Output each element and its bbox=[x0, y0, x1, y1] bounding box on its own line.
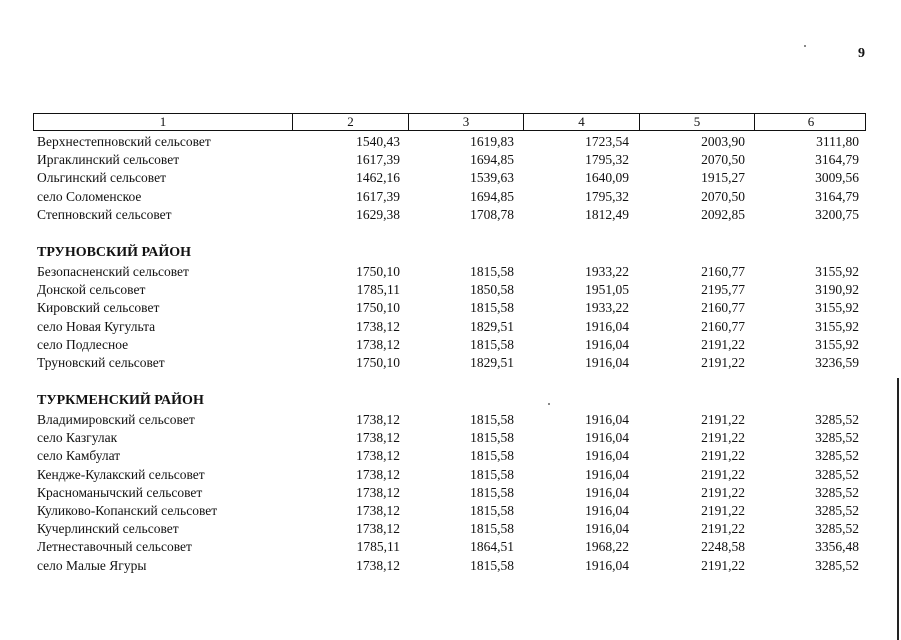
row-value-col-6: 3285,52 bbox=[815, 412, 859, 428]
scan-edge-line bbox=[897, 378, 899, 640]
table-row bbox=[33, 281, 866, 299]
table-row bbox=[33, 557, 866, 575]
row-value-col-2: 1750,10 bbox=[356, 354, 400, 370]
row-value-col-3: 1815,58 bbox=[470, 484, 514, 500]
row-value-col-3: 1815,58 bbox=[470, 263, 514, 279]
row-value-col-3: 1829,51 bbox=[470, 354, 514, 370]
row-value-col-5: 2191,22 bbox=[701, 466, 745, 482]
row-value-col-6: 3285,52 bbox=[815, 503, 859, 518]
row-value-col-4: 1916,04 bbox=[585, 354, 629, 370]
row-name: Кучерлинский сельсовет bbox=[37, 521, 179, 537]
row-value-col-2: 1738,12 bbox=[356, 336, 400, 352]
row-value-col-4: 1916,04 bbox=[585, 318, 629, 334]
row-value-col-6: 3285,52 bbox=[815, 430, 859, 446]
row-value-col-2: 1738,12 bbox=[356, 521, 400, 537]
row-value-col-5: 2191,22 bbox=[701, 484, 745, 500]
row-name: Кировский сельсовет bbox=[37, 300, 160, 316]
row-value-col-5: 2092,85 bbox=[701, 206, 745, 222]
row-value-col-2: 1617,39 bbox=[356, 152, 400, 168]
row-value-col-4: 1968,22 bbox=[585, 539, 629, 555]
row-value-col-4: 1723,54 bbox=[585, 134, 629, 149]
row-value-col-2: 1462,16 bbox=[356, 170, 400, 186]
row-value-col-2: 1750,10 bbox=[356, 300, 400, 316]
row-value-col-6: 3200,75 bbox=[815, 206, 859, 222]
row-value-col-3: 1829,51 bbox=[470, 318, 514, 334]
row-name: Ольгинский сельсовет bbox=[37, 170, 166, 186]
row-value-col-2: 1617,39 bbox=[356, 188, 400, 204]
row-value-col-5: 2160,77 bbox=[701, 263, 745, 279]
row-value-col-3: 1815,58 bbox=[470, 430, 514, 446]
table-row bbox=[33, 466, 866, 484]
section-title-turkmensky: ТУРКМЕНСКИЙ РАЙОН bbox=[37, 393, 204, 409]
table-row bbox=[33, 429, 866, 447]
row-value-col-2: 1738,12 bbox=[356, 484, 400, 500]
row-value-col-2: 1738,12 bbox=[356, 412, 400, 428]
row-value-col-4: 1916,04 bbox=[585, 484, 629, 500]
row-name: Труновский сельсовет bbox=[37, 354, 165, 370]
row-value-col-3: 1619,83 bbox=[470, 134, 514, 149]
row-value-col-2: 1738,12 bbox=[356, 448, 400, 464]
header-col-3: 3 bbox=[408, 114, 523, 130]
row-value-col-3: 1815,58 bbox=[470, 300, 514, 316]
row-value-col-5: 2191,22 bbox=[701, 354, 745, 370]
row-value-col-2: 1750,10 bbox=[356, 263, 400, 279]
row-value-col-3: 1694,85 bbox=[470, 152, 514, 168]
row-value-col-3: 1850,58 bbox=[470, 282, 514, 298]
group-spacer bbox=[33, 372, 866, 391]
row-value-col-3: 1815,58 bbox=[470, 448, 514, 464]
header-col-5: 5 bbox=[639, 114, 754, 130]
row-value-col-3: 1815,58 bbox=[470, 336, 514, 352]
row-value-col-5: 1915,27 bbox=[701, 170, 745, 186]
table-body bbox=[33, 133, 866, 575]
row-value-col-2: 1540,43 bbox=[356, 134, 400, 149]
row-value-col-5: 2248,58 bbox=[701, 539, 745, 555]
row-value-col-5: 2191,22 bbox=[701, 336, 745, 352]
row-name: Степновский сельсовет bbox=[37, 206, 172, 222]
row-value-col-3: 1815,58 bbox=[470, 503, 514, 518]
row-value-col-5: 2191,22 bbox=[701, 521, 745, 537]
row-value-col-3: 1539,63 bbox=[470, 170, 514, 186]
row-value-col-5: 2003,90 bbox=[701, 134, 745, 149]
row-value-col-4: 1640,09 bbox=[585, 170, 629, 186]
row-value-col-6: 3111,80 bbox=[816, 134, 859, 149]
row-value-col-6: 3164,79 bbox=[815, 188, 859, 204]
row-value-col-6: 3164,79 bbox=[815, 152, 859, 168]
row-value-col-6: 3190,92 bbox=[815, 282, 859, 298]
row-name: Летнеставочный сельсовет bbox=[37, 539, 192, 555]
page-number: 9 bbox=[858, 46, 865, 61]
row-name: село Соломенское bbox=[37, 188, 142, 204]
row-value-col-6: 3009,56 bbox=[815, 170, 859, 186]
row-value-col-5: 2191,22 bbox=[701, 412, 745, 428]
row-value-col-5: 2191,22 bbox=[701, 448, 745, 464]
header-col-1: 1 bbox=[159, 114, 167, 129]
row-value-col-4: 1916,04 bbox=[585, 557, 629, 573]
row-value-col-6: 3356,48 bbox=[815, 539, 859, 555]
row-name: село Подлесное bbox=[37, 336, 129, 352]
row-value-col-5: 2195,77 bbox=[701, 282, 745, 298]
row-value-col-2: 1785,11 bbox=[356, 539, 400, 555]
row-value-col-6: 3155,92 bbox=[815, 336, 859, 352]
row-name: Безопасненский сельсовет bbox=[37, 263, 189, 279]
table-row bbox=[33, 411, 866, 429]
row-value-col-2: 1738,12 bbox=[356, 466, 400, 482]
row-value-col-4: 1916,04 bbox=[585, 466, 629, 482]
row-value-col-2: 1629,38 bbox=[356, 206, 400, 222]
row-value-col-4: 1812,49 bbox=[585, 206, 629, 222]
row-value-col-6: 3236,59 bbox=[815, 354, 859, 370]
row-value-col-5: 2070,50 bbox=[701, 188, 745, 204]
row-value-col-2: 1738,12 bbox=[356, 318, 400, 334]
tariff-table bbox=[33, 113, 866, 575]
row-value-col-4: 1933,22 bbox=[585, 300, 629, 316]
row-value-col-3: 1815,58 bbox=[470, 521, 514, 537]
row-value-col-4: 1916,04 bbox=[585, 521, 629, 537]
table-row bbox=[33, 263, 866, 281]
row-value-col-4: 1795,32 bbox=[585, 188, 629, 204]
table-header-row bbox=[33, 113, 866, 131]
row-name: Иргаклинский сельсовет bbox=[37, 152, 180, 168]
group-1 bbox=[33, 133, 866, 224]
header-col-4: 4 bbox=[523, 114, 639, 130]
row-value-col-4: 1916,04 bbox=[585, 448, 629, 464]
table-row bbox=[33, 484, 866, 502]
row-value-col-5: 2191,22 bbox=[701, 557, 745, 573]
row-value-col-3: 1815,58 bbox=[470, 466, 514, 482]
row-value-col-5: 2070,50 bbox=[701, 152, 745, 168]
row-name: Куликово-Копанский сельсовет bbox=[37, 503, 218, 518]
row-name: село Казгулак bbox=[37, 430, 118, 446]
row-value-col-3: 1694,85 bbox=[470, 188, 514, 204]
table-row bbox=[33, 151, 866, 169]
row-name: Красноманычский сельсовет bbox=[37, 484, 203, 500]
row-value-col-5: 2191,22 bbox=[701, 503, 745, 518]
table-row bbox=[33, 206, 866, 224]
row-name: Кендже-Кулакский сельсовет bbox=[37, 466, 205, 482]
row-value-col-6: 3285,52 bbox=[815, 521, 859, 537]
row-value-col-4: 1916,04 bbox=[585, 412, 629, 428]
header-col-2: 2 bbox=[292, 114, 408, 130]
table-row bbox=[33, 133, 866, 151]
row-value-col-5: 2160,77 bbox=[701, 300, 745, 316]
row-value-col-4: 1916,04 bbox=[585, 430, 629, 446]
table-row bbox=[33, 336, 866, 354]
row-value-col-2: 1738,12 bbox=[356, 430, 400, 446]
table-row bbox=[33, 188, 866, 206]
row-name: Верхнестепновский сельсовет bbox=[37, 134, 211, 149]
row-value-col-6: 3285,52 bbox=[815, 557, 859, 573]
table-row bbox=[33, 502, 866, 520]
row-value-col-6: 3285,52 bbox=[815, 466, 859, 482]
row-value-col-3: 1815,58 bbox=[470, 557, 514, 573]
row-value-col-4: 1951,05 bbox=[585, 282, 629, 298]
row-name: село Камбулат bbox=[37, 448, 121, 464]
group-2 bbox=[33, 263, 866, 372]
header-col-6: 6 bbox=[754, 114, 867, 130]
row-value-col-6: 3155,92 bbox=[815, 318, 859, 334]
row-value-col-3: 1708,78 bbox=[470, 206, 514, 222]
table-row bbox=[33, 299, 866, 317]
row-value-col-4: 1795,32 bbox=[585, 152, 629, 168]
group-spacer bbox=[33, 224, 866, 243]
row-value-col-6: 3155,92 bbox=[815, 300, 859, 316]
row-value-col-5: 2191,22 bbox=[701, 430, 745, 446]
table-row bbox=[33, 354, 866, 372]
row-value-col-3: 1815,58 bbox=[470, 412, 514, 428]
scan-speck bbox=[804, 45, 806, 47]
row-value-col-6: 3285,52 bbox=[815, 448, 859, 464]
scan-speck bbox=[548, 403, 550, 405]
table-row bbox=[33, 447, 866, 465]
row-value-col-2: 1738,12 bbox=[356, 557, 400, 573]
row-value-col-2: 1785,11 bbox=[356, 282, 400, 298]
row-value-col-4: 1916,04 bbox=[585, 336, 629, 352]
group-3 bbox=[33, 411, 866, 575]
row-value-col-4: 1916,04 bbox=[585, 503, 629, 518]
row-name: село Новая Кугульта bbox=[37, 318, 156, 334]
table-row bbox=[33, 520, 866, 538]
row-value-col-3: 1864,51 bbox=[470, 539, 514, 555]
table-row bbox=[33, 538, 866, 556]
section-title-trunovsky: ТРУНОВСКИЙ РАЙОН bbox=[37, 244, 192, 260]
row-name: Донской сельсовет bbox=[37, 282, 146, 298]
table-row bbox=[33, 318, 866, 336]
row-name: Владимировский сельсовет bbox=[37, 412, 195, 428]
table-row bbox=[33, 169, 866, 187]
row-value-col-2: 1738,12 bbox=[356, 503, 400, 518]
row-value-col-4: 1933,22 bbox=[585, 263, 629, 279]
row-name: село Малые Ягуры bbox=[37, 557, 147, 573]
row-value-col-6: 3285,52 bbox=[815, 484, 859, 500]
row-value-col-5: 2160,77 bbox=[701, 318, 745, 334]
row-value-col-6: 3155,92 bbox=[815, 263, 859, 279]
